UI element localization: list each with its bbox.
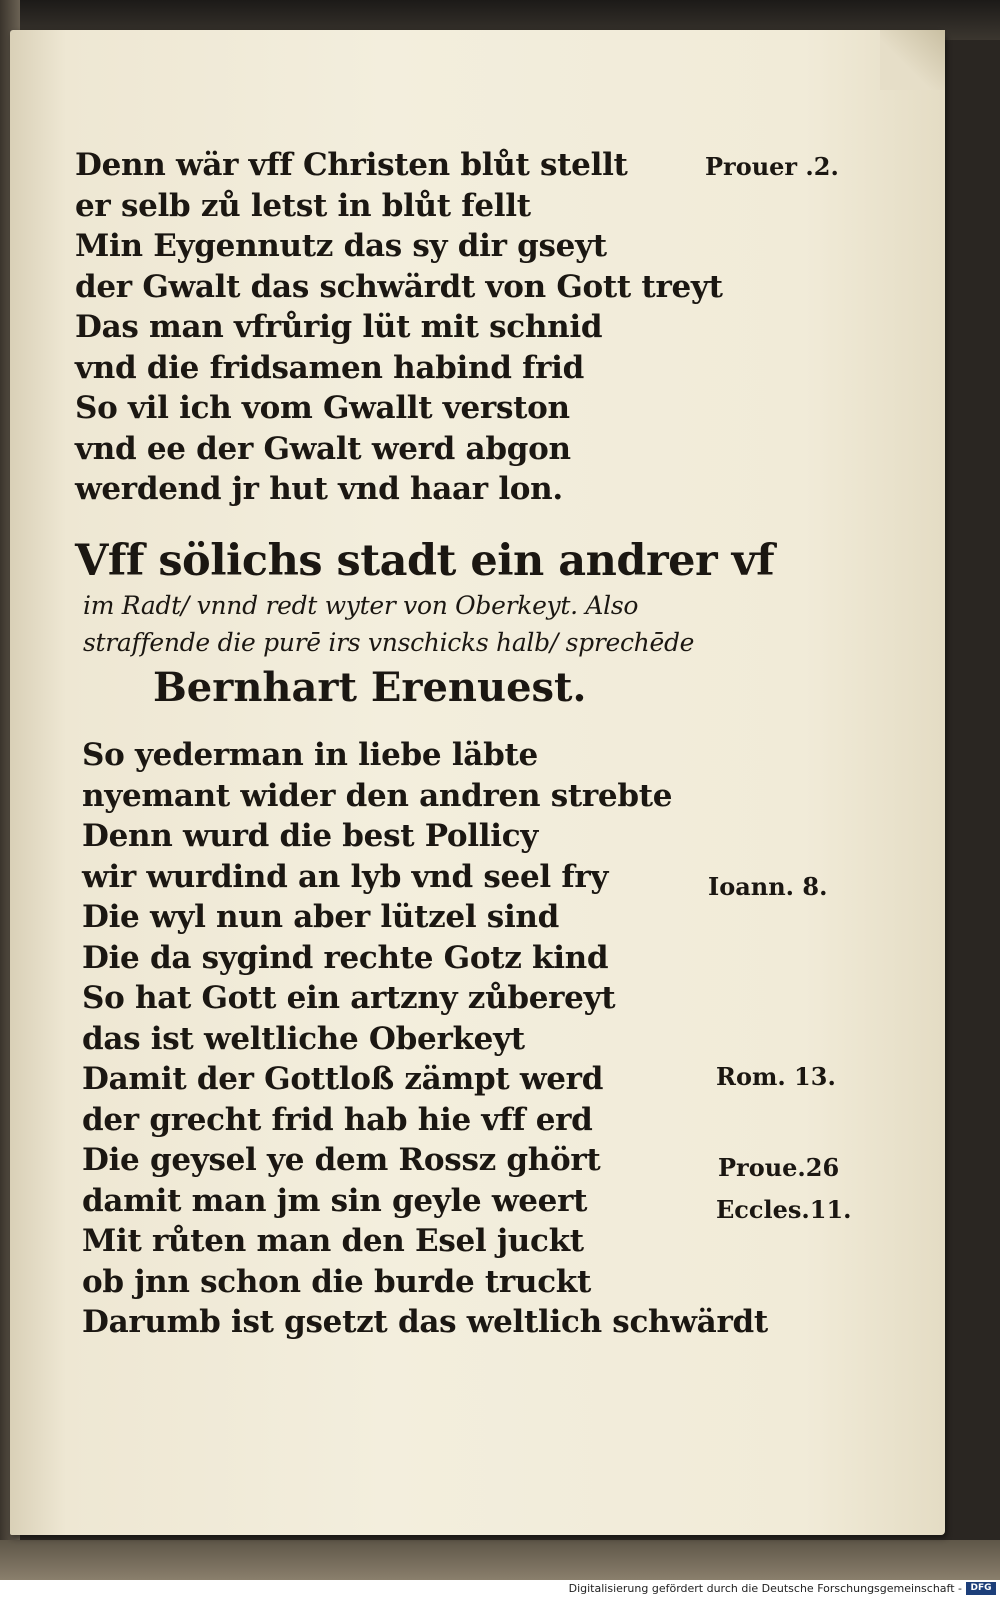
verse-line: Denn wurd die best Pollicy	[82, 818, 539, 854]
heading-title: Vff sölichs stadt ein andrer vf	[75, 536, 775, 586]
verse-stanza-1	[75, 145, 723, 510]
scan-board-edge	[0, 1540, 1000, 1580]
speaker-name: Bernhart Erenuest.	[153, 664, 587, 711]
dfg-logo: DFG	[966, 1582, 996, 1595]
margin-note-eccles: Eccles.11.	[716, 1195, 852, 1224]
verse-line: So vil ich vom Gwallt verston	[75, 390, 570, 426]
verse-line: Min Eygennutz das sy dir gseyt	[75, 228, 607, 264]
verse-line: wir wurdind an lyb vnd seel fry	[82, 858, 609, 895]
verse-line: vnd die fridsamen habind frid	[75, 349, 585, 386]
verse-line: vnd ee der Gwalt werd abgon	[75, 430, 571, 467]
verse-line: der Gwalt das schwärdt von Gott treyt	[75, 268, 723, 305]
verse-line: Das man vfrůrig lüt mit schnid	[75, 309, 603, 345]
heading-subline: im Radt/ vnnd redt wyter von Oberkeyt. Also	[83, 591, 639, 620]
margin-note-rom: Rom. 13.	[716, 1062, 836, 1091]
verse-line: Denn wär vff Christen blůt stellt	[75, 147, 628, 183]
page-corner-fold	[880, 30, 945, 90]
footer-bar	[0, 1580, 1000, 1597]
verse-line: ob jnn schon die burde truckt	[82, 1263, 591, 1300]
verse-line: damit man jm sin geyle weert	[82, 1182, 588, 1219]
verse-line: das ist weltliche Oberkeyt	[82, 1020, 525, 1057]
margin-note-proue: Proue.26	[718, 1153, 840, 1182]
verse-line: der grecht frid hab hie vff erd	[82, 1101, 593, 1138]
footer-credit: Digitalisierung gefördert durch die Deutsche Forschungsgemeinschaft -	[568, 1582, 962, 1595]
section-heading	[75, 535, 775, 715]
verse-line: Mit růten man den Esel juckt	[82, 1223, 584, 1259]
verse-line: Damit der Gottloß zämpt werd	[82, 1061, 604, 1097]
verse-line: Die da sygind rechte Gotz kind	[82, 939, 609, 976]
verse-line: Darumb ist gsetzt das weltlich schwärdt	[82, 1304, 768, 1340]
heading-subline: straffende die purē irs vnschicks halb/ sprechēde	[83, 628, 695, 657]
verse-line: nyemant wider den andren strebte	[82, 777, 673, 814]
verse-line: werdend jr hut vnd haar lon.	[75, 471, 563, 507]
verse-line: Die wyl nun aber lützel sind	[82, 899, 560, 935]
verse-line: er selb zů letst in blůt fellt	[75, 187, 531, 224]
verse-line: So hat Gott ein artzny zůbereyt	[82, 980, 616, 1016]
margin-note-ioann: Ioann. 8.	[708, 872, 828, 901]
verse-line: Die geysel ye dem Rossz ghört	[82, 1142, 601, 1178]
margin-note-prouer: Prouer .2.	[705, 152, 839, 181]
verse-line: So yederman in liebe läbte	[82, 737, 538, 773]
